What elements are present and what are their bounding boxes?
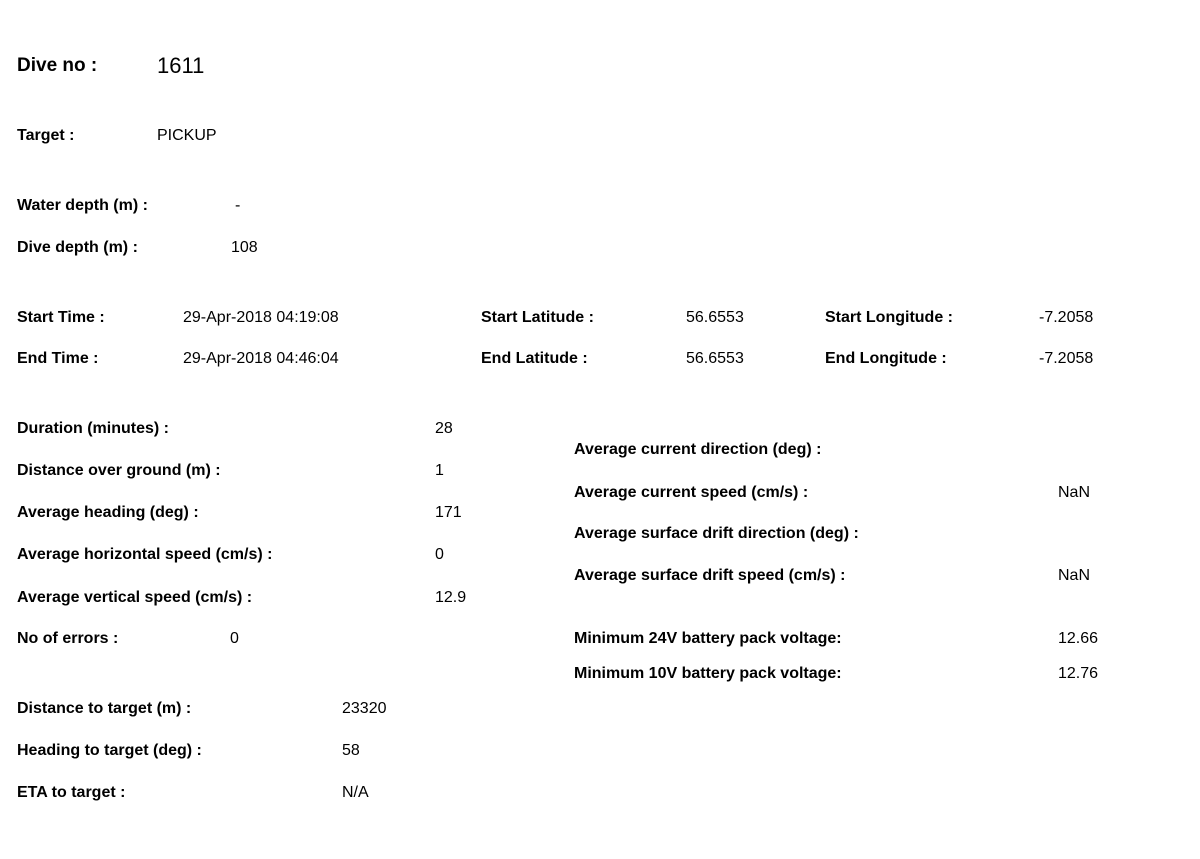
distance-to-target-value: 23320	[342, 700, 387, 717]
average-current-direction-label: Average current direction (deg) :	[574, 441, 822, 458]
min-10v-battery-value: 12.76	[1058, 665, 1099, 682]
end-latitude-label: End Latitude :	[481, 350, 588, 367]
end-time-value: 29-Apr-2018 04:46:04	[183, 350, 339, 367]
average-surface-drift-speed-value: NaN	[1058, 567, 1091, 584]
dive-no-value: 1611	[157, 53, 205, 78]
distance-to-target-label: Distance to target (m) :	[17, 700, 192, 717]
end-longitude-value: -7.2058	[1039, 350, 1094, 367]
duration-label: Duration (minutes) :	[17, 420, 169, 437]
dive-depth-label: Dive depth (m) :	[17, 239, 138, 256]
eta-to-target-value: N/A	[342, 784, 369, 801]
start-time-value: 29-Apr-2018 04:19:08	[183, 309, 339, 326]
start-time-label: Start Time :	[17, 309, 105, 326]
target-label: Target :	[17, 127, 75, 144]
end-latitude-value: 56.6553	[686, 350, 744, 367]
target-value: PICKUP	[157, 127, 217, 144]
start-latitude-value: 56.6553	[686, 309, 744, 326]
eta-to-target-label: ETA to target :	[17, 784, 126, 801]
dive-depth-value: 108	[231, 239, 258, 256]
errors-value: 0	[230, 630, 239, 647]
average-vertical-speed-label: Average vertical speed (cm/s) :	[17, 589, 253, 606]
water-depth-value: -	[235, 197, 241, 214]
distance-over-ground-value: 1	[435, 462, 444, 479]
end-time-label: End Time :	[17, 350, 99, 367]
average-horizontal-speed-value: 0	[435, 546, 444, 563]
heading-to-target-label: Heading to target (deg) :	[17, 742, 202, 759]
water-depth-label: Water depth (m) :	[17, 197, 148, 214]
start-longitude-value: -7.2058	[1039, 309, 1094, 326]
end-longitude-label: End Longitude :	[825, 350, 947, 367]
average-vertical-speed-value: 12.9	[435, 589, 467, 606]
average-current-speed-label: Average current speed (cm/s) :	[574, 484, 809, 501]
average-heading-value: 171	[435, 504, 462, 521]
distance-over-ground-label: Distance over ground (m) :	[17, 462, 221, 479]
average-surface-drift-speed-label: Average surface drift speed (cm/s) :	[574, 567, 846, 584]
average-heading-label: Average heading (deg) :	[17, 504, 199, 521]
start-latitude-label: Start Latitude :	[481, 309, 594, 326]
start-longitude-label: Start Longitude :	[825, 309, 953, 326]
min-10v-battery-label: Minimum 10V battery pack voltage:	[574, 665, 842, 682]
duration-value: 28	[435, 420, 453, 437]
min-24v-battery-label: Minimum 24V battery pack voltage:	[574, 630, 842, 647]
dive-no-label: Dive no :	[17, 55, 98, 76]
average-surface-drift-direction-label: Average surface drift direction (deg) :	[574, 525, 859, 542]
average-horizontal-speed-label: Average horizontal speed (cm/s) :	[17, 546, 273, 563]
min-24v-battery-value: 12.66	[1058, 630, 1099, 647]
heading-to-target-value: 58	[342, 742, 360, 759]
errors-label: No of errors :	[17, 630, 119, 647]
average-current-speed-value: NaN	[1058, 484, 1091, 501]
